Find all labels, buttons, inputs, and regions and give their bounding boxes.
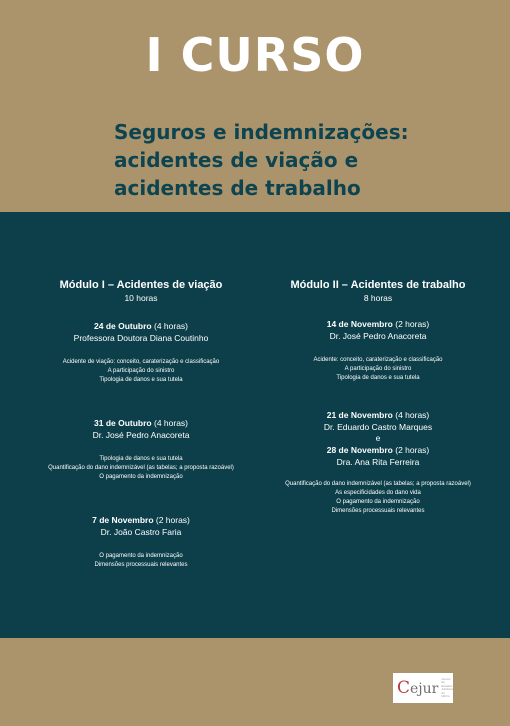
session xyxy=(16,514,266,570)
topic-item: Quantificação do dano indemnizável (as tabelas; a proposta razoável) xyxy=(285,481,471,487)
session xyxy=(253,409,503,516)
topic-item: Dimensões processuais relevantes xyxy=(94,562,188,568)
course-title: I CURSO xyxy=(145,28,365,82)
topic-item: Acidente de viação: conceito, caraterização e classificação xyxy=(62,359,220,365)
module-2 xyxy=(253,278,503,516)
topic-item: O pagamento da indemnização xyxy=(99,553,183,559)
session-speaker-2: Dra. Ana Rita Ferreira xyxy=(336,457,420,467)
topic-item: Acidente: conceito, caraterização e classificação xyxy=(313,357,443,363)
session-date: 21 de Novembro (4 horas) xyxy=(326,410,430,420)
topic-item: Tipologia de danos e sua tutela xyxy=(99,456,183,462)
subtitle-line: acidentes de viação e xyxy=(114,148,359,172)
session-speaker: Dr. José Pedro Anacoreta xyxy=(92,430,190,440)
topic-item: Dimensões processuais relevantes xyxy=(331,508,425,514)
session-speaker: Dr. João Castro Faria xyxy=(100,527,182,537)
program-panel xyxy=(0,212,510,638)
session-date: 31 de Outubro (4 horas) xyxy=(94,418,188,428)
course-subtitle xyxy=(114,118,494,202)
topic-item: Tipologia de danos e sua tutela xyxy=(336,375,420,381)
topic-item: A participação do sinistro xyxy=(344,366,412,372)
session-topics xyxy=(16,455,266,482)
session-speaker: Dr. Eduardo Castro Marques xyxy=(323,422,433,432)
logo-tagline: Centro de Estudos Jurídicos do Minho xyxy=(441,676,454,698)
topic-item: Tipologia de danos e sua tutela xyxy=(99,377,183,383)
module-title: Módulo II – Acidentes de trabalho xyxy=(290,279,466,291)
topic-item: Quantificação do dano indemnizável (as tabelas; a proposta razoável) xyxy=(48,465,234,471)
session-date: 7 de Novembro (2 horas) xyxy=(92,515,190,525)
session-topics xyxy=(253,480,503,516)
topic-item: O pagamento da indemnização xyxy=(99,474,183,480)
topic-item: A participação do sinistro xyxy=(107,368,175,374)
session xyxy=(16,320,266,385)
module-hours: 8 horas xyxy=(363,293,393,303)
session-topics xyxy=(253,356,503,383)
session-speaker: Dr. José Pedro Anacoreta xyxy=(329,331,427,341)
session-date: 24 de Outubro (4 horas) xyxy=(94,321,188,331)
session-connector: e xyxy=(375,433,381,443)
module-title: Módulo I – Acidentes de viação xyxy=(59,279,223,291)
subtitle-line: acidentes de trabalho xyxy=(114,176,361,200)
topic-item: As especificidades do dano vida xyxy=(335,490,421,496)
header-band xyxy=(0,0,510,212)
session-speaker: Professora Doutora Diana Coutinho xyxy=(73,333,209,343)
topic-item: O pagamento da indemnização xyxy=(336,499,420,505)
cejur-logo-icon xyxy=(393,673,453,703)
module-1 xyxy=(16,278,266,570)
session xyxy=(16,417,266,482)
subtitle-line: Seguros e indemnizações: xyxy=(114,120,409,144)
session xyxy=(253,318,503,383)
module-hours: 10 horas xyxy=(124,293,158,303)
session-topics xyxy=(16,358,266,385)
session-date: 14 de Novembro (2 horas) xyxy=(326,319,430,329)
logo-wordmark: Cejur xyxy=(397,677,439,698)
session-topics xyxy=(16,552,266,570)
session-date-2: 28 de Novembro (2 horas) xyxy=(326,445,430,455)
